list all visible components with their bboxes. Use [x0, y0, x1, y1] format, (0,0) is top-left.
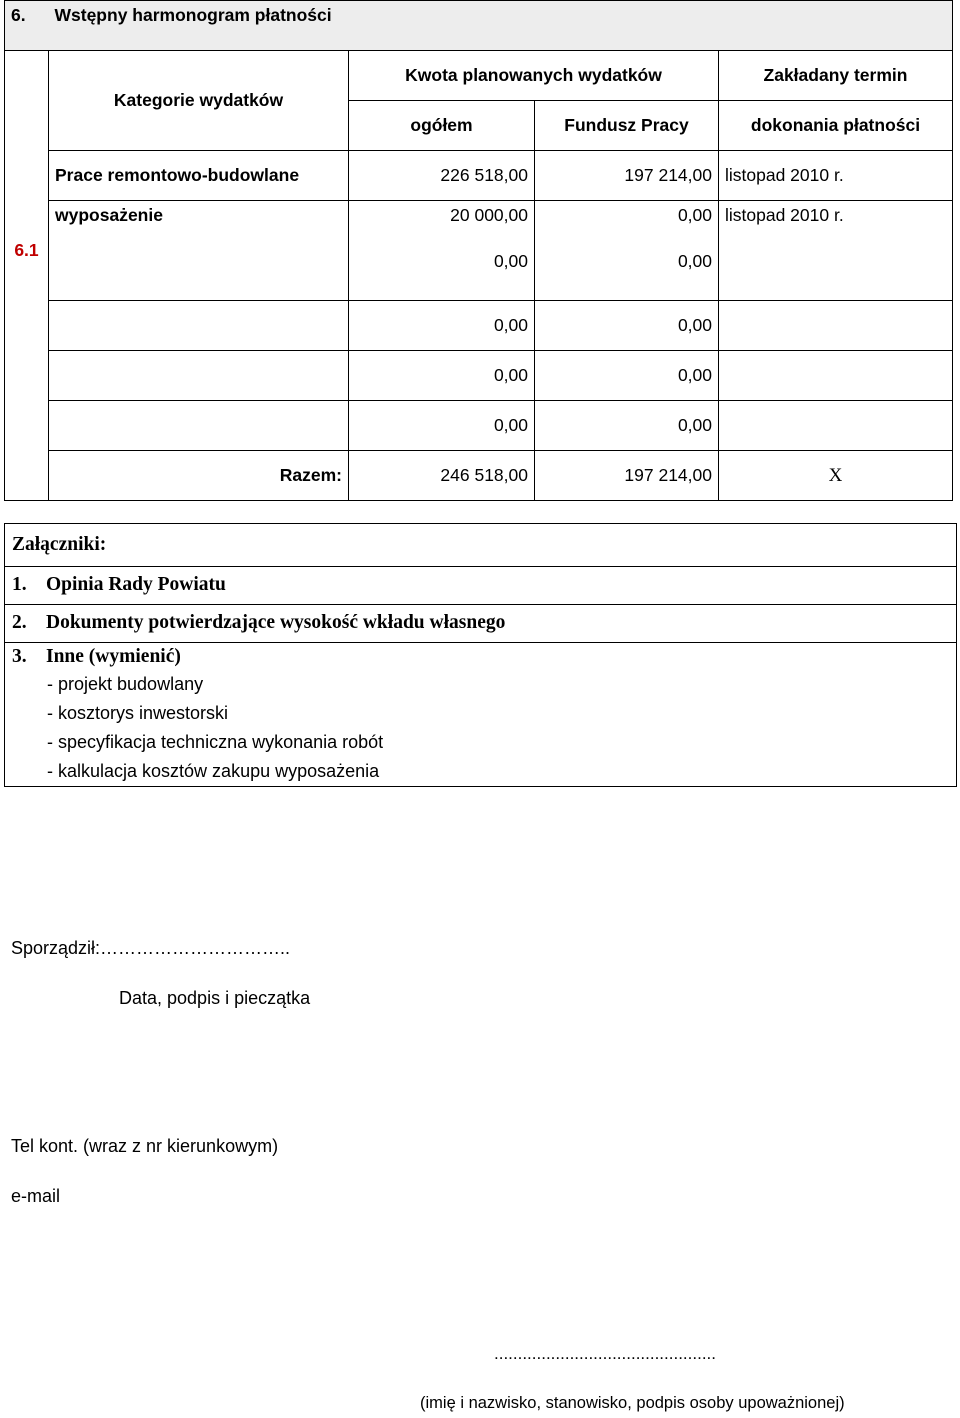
summary-total: 246 518,00 [349, 451, 535, 501]
row-deadline: listopad 2010 r. [719, 201, 953, 251]
divider [5, 642, 956, 643]
section-number: 6. [5, 1, 49, 51]
attachment-item [12, 574, 226, 596]
list-item: - projekt budowlany [47, 674, 204, 694]
row-category: Prace remontowo-budowlane [49, 151, 349, 201]
row-total: 20 000,00 [349, 201, 535, 251]
table-row [5, 301, 953, 351]
signature-dots: ............................................... [494, 1344, 716, 1363]
table-row [5, 251, 953, 301]
row-total: 226 518,00 [349, 151, 535, 201]
attachment-text: Opinia Rady Powiatu [46, 574, 226, 595]
row-deadline [719, 401, 953, 451]
date-signature-label: Data, podpis i pieczątka [119, 988, 311, 1008]
list-item: - kosztorys inwestorski [47, 703, 229, 723]
row-deadline [719, 351, 953, 401]
subsection-number-label: 6.1 [14, 240, 39, 261]
row-deadline: listopad 2010 r. [719, 151, 953, 201]
table-row [5, 201, 953, 251]
row-fund: 0,00 [535, 201, 719, 251]
row-total: 0,00 [349, 251, 535, 301]
header-labor-fund: Fundusz Pracy [535, 101, 719, 151]
phone-label: Tel kont. (wraz z nr kierunkowym) [11, 1136, 279, 1156]
row-fund: 0,00 [535, 351, 719, 401]
header-total: ogółem [349, 101, 535, 151]
attachments-title: Załączniki: [12, 534, 107, 555]
summary-label: Razem: [49, 451, 349, 501]
divider [5, 566, 956, 567]
row-category [49, 301, 349, 351]
row-deadline [719, 301, 953, 351]
header-deadline-line1: Zakładany termin [719, 51, 953, 101]
row-total: 0,00 [349, 401, 535, 451]
summary-fund: 197 214,00 [535, 451, 719, 501]
attachment-number: 3. [12, 646, 27, 667]
list-item: - kalkulacja kosztów zakupu wyposażenia [47, 761, 380, 781]
row-category: wyposażenie [49, 201, 349, 251]
prepared-by: Sporządził:………………………….. [11, 938, 291, 958]
list-item: - specyfikacja techniczna wykonania robót [47, 732, 384, 752]
email-label: e-mail [11, 1186, 61, 1206]
column-header-row-1 [5, 51, 953, 101]
attachments-box [4, 523, 957, 787]
attachment-text: Inne (wymienić) [46, 646, 181, 667]
attachment-item [12, 646, 181, 668]
table-row [5, 151, 953, 201]
subsection-number [5, 51, 49, 451]
payment-schedule-table [4, 0, 953, 501]
header-planned-amount: Kwota planowanych wydatków [349, 51, 719, 101]
table-row [5, 351, 953, 401]
row-category [49, 251, 349, 301]
attachment-number: 1. [12, 574, 27, 595]
row-category [49, 351, 349, 401]
attachment-text: Dokumenty potwierdzające wysokość wkładu własnego [46, 612, 506, 633]
row-fund: 197 214,00 [535, 151, 719, 201]
row-deadline [719, 251, 953, 301]
section-title: Wstępny harmonogram płatności [49, 1, 953, 51]
summary-spacer [5, 451, 49, 501]
row-category [49, 401, 349, 451]
row-total: 0,00 [349, 351, 535, 401]
summary-deadline: X [719, 451, 953, 501]
row-fund: 0,00 [535, 401, 719, 451]
row-total: 0,00 [349, 301, 535, 351]
header-category: Kategorie wydatków [49, 51, 349, 151]
header-deadline-line2: dokonania płatności [719, 101, 953, 151]
section-header-row [5, 1, 953, 51]
summary-row [5, 451, 953, 501]
divider [5, 604, 956, 605]
attachment-number: 2. [12, 612, 27, 633]
attachment-item [12, 612, 505, 634]
row-fund: 0,00 [535, 301, 719, 351]
row-fund: 0,00 [535, 251, 719, 301]
authorized-person-label: (imię i nazwisko, stanowisko, podpis osoby upoważnionej) [420, 1394, 845, 1412]
table-row [5, 401, 953, 451]
